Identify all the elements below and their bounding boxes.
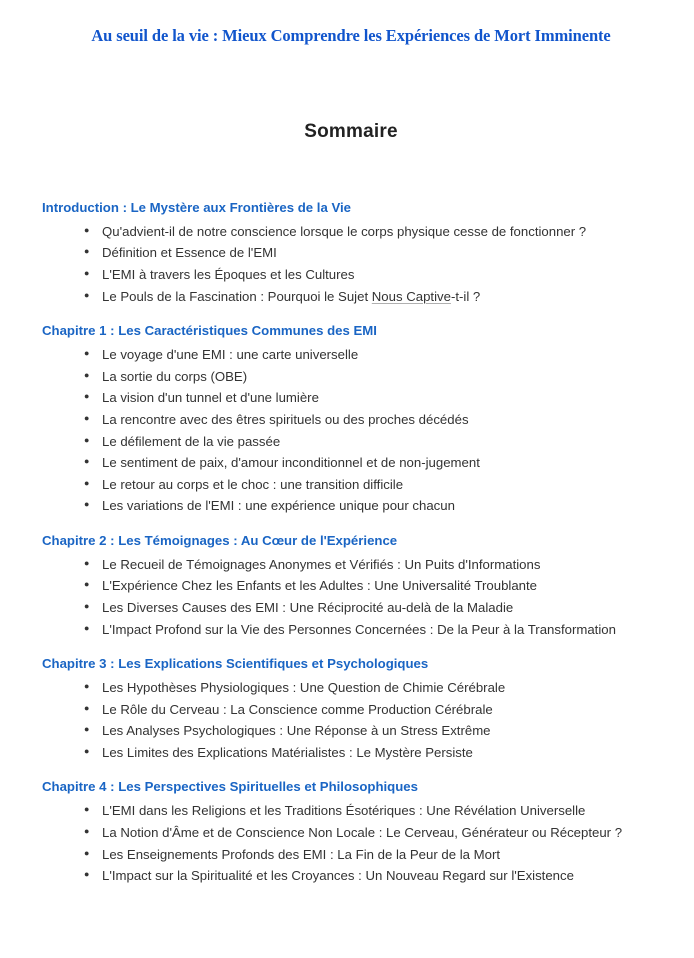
toc-section-title[interactable]: Chapitre 3 : Les Explications Scientifiques et Psychologiques bbox=[42, 655, 429, 671]
toc-section bbox=[38, 655, 664, 762]
toc-item-list bbox=[38, 555, 664, 639]
toc-section-title[interactable]: Chapitre 1 : Les Caractéristiques Communes des EMI bbox=[42, 322, 377, 338]
toc-item-list bbox=[38, 222, 664, 306]
toc-item[interactable]: ● Le voyage d'une EMI : une carte universelle bbox=[84, 345, 664, 364]
table-of-contents-heading: Sommaire bbox=[304, 120, 398, 142]
toc-item[interactable]: ● Les variations de l'EMI : une expérience unique pour chacun bbox=[84, 496, 664, 515]
toc-item[interactable]: ● Les Hypothèses Physiologiques : Une Question de Chimie Cérébrale bbox=[84, 678, 664, 697]
toc-item[interactable]: ● Les Enseignements Profonds des EMI : La Fin de la Peur de la Mort bbox=[84, 845, 664, 864]
toc-item[interactable]: ● Les Limites des Explications Matérialistes : Le Mystère Persiste bbox=[84, 743, 664, 762]
toc-item[interactable]: ● La sortie du corps (OBE) bbox=[84, 367, 664, 386]
toc-item[interactable]: ● Définition et Essence de l'EMI bbox=[84, 243, 664, 262]
toc-item[interactable]: ● L'Expérience Chez les Enfants et les Adultes : Une Universalité Troublante bbox=[84, 576, 664, 595]
toc-item[interactable]: ● Les Diverses Causes des EMI : Une Réciprocité au-delà de la Maladie bbox=[84, 598, 664, 617]
toc-item[interactable]: ● Qu'advient-il de notre conscience lorsque le corps physique cesse de fonctionner ? bbox=[84, 222, 664, 241]
toc-section bbox=[38, 532, 664, 639]
spellcheck-underline: Nous Captive bbox=[371, 288, 451, 304]
toc-item-list bbox=[38, 678, 664, 762]
toc-item[interactable]: ● Le sentiment de paix, d'amour inconditionnel et de non-jugement bbox=[84, 453, 664, 472]
toc-item[interactable]: ● Le retour au corps et le choc : une transition difficile bbox=[84, 475, 664, 494]
toc-item[interactable]: ● L'EMI à travers les Époques et les Cultures bbox=[84, 265, 664, 284]
table-of-contents bbox=[38, 199, 664, 886]
toc-section bbox=[38, 322, 664, 516]
toc-item[interactable]: ● La rencontre avec des êtres spirituels ou des proches décédés bbox=[84, 410, 664, 429]
toc-item[interactable]: ● Les Analyses Psychologiques : Une Réponse à un Stress Extrême bbox=[84, 721, 664, 740]
toc-item[interactable]: ● Le Pouls de la Fascination : Pourquoi le Sujet Nous Captive-t-il ? bbox=[84, 287, 664, 306]
toc-section bbox=[38, 778, 664, 885]
toc-item-list bbox=[38, 345, 664, 516]
toc-item[interactable]: ● L'Impact Profond sur la Vie des Personnes Concernées : De la Peur à la Transformation bbox=[84, 620, 664, 639]
toc-item[interactable]: ● L'Impact sur la Spiritualité et les Croyances : Un Nouveau Regard sur l'Existence bbox=[84, 866, 664, 885]
toc-item[interactable]: ● L'EMI dans les Religions et les Traditions Ésotériques : Une Révélation Universelle bbox=[84, 801, 664, 820]
toc-item[interactable]: ● La Notion d'Âme et de Conscience Non Locale : Le Cerveau, Générateur ou Récepteur ? bbox=[84, 823, 664, 842]
toc-section bbox=[38, 199, 664, 306]
toc-item[interactable]: ● Le défilement de la vie passée bbox=[84, 432, 664, 451]
document-title: Au seuil de la vie : Mieux Comprendre les Expériences de Mort Imminente bbox=[91, 26, 611, 45]
toc-section-title[interactable]: Chapitre 4 : Les Perspectives Spirituelles et Philosophiques bbox=[42, 779, 418, 795]
toc-item[interactable]: ● La vision d'un tunnel et d'une lumière bbox=[84, 388, 664, 407]
toc-section-title[interactable]: Introduction : Le Mystère aux Frontières de la Vie bbox=[42, 199, 352, 215]
toc-item[interactable]: ● Le Rôle du Cerveau : La Conscience comme Production Cérébrale bbox=[84, 700, 664, 719]
toc-item-list bbox=[38, 801, 664, 885]
toc-section-title[interactable]: Chapitre 2 : Les Témoignages : Au Cœur de l'Expérience bbox=[42, 532, 398, 548]
toc-item[interactable]: ● Le Recueil de Témoignages Anonymes et Vérifiés : Un Puits d'Informations bbox=[84, 555, 664, 574]
